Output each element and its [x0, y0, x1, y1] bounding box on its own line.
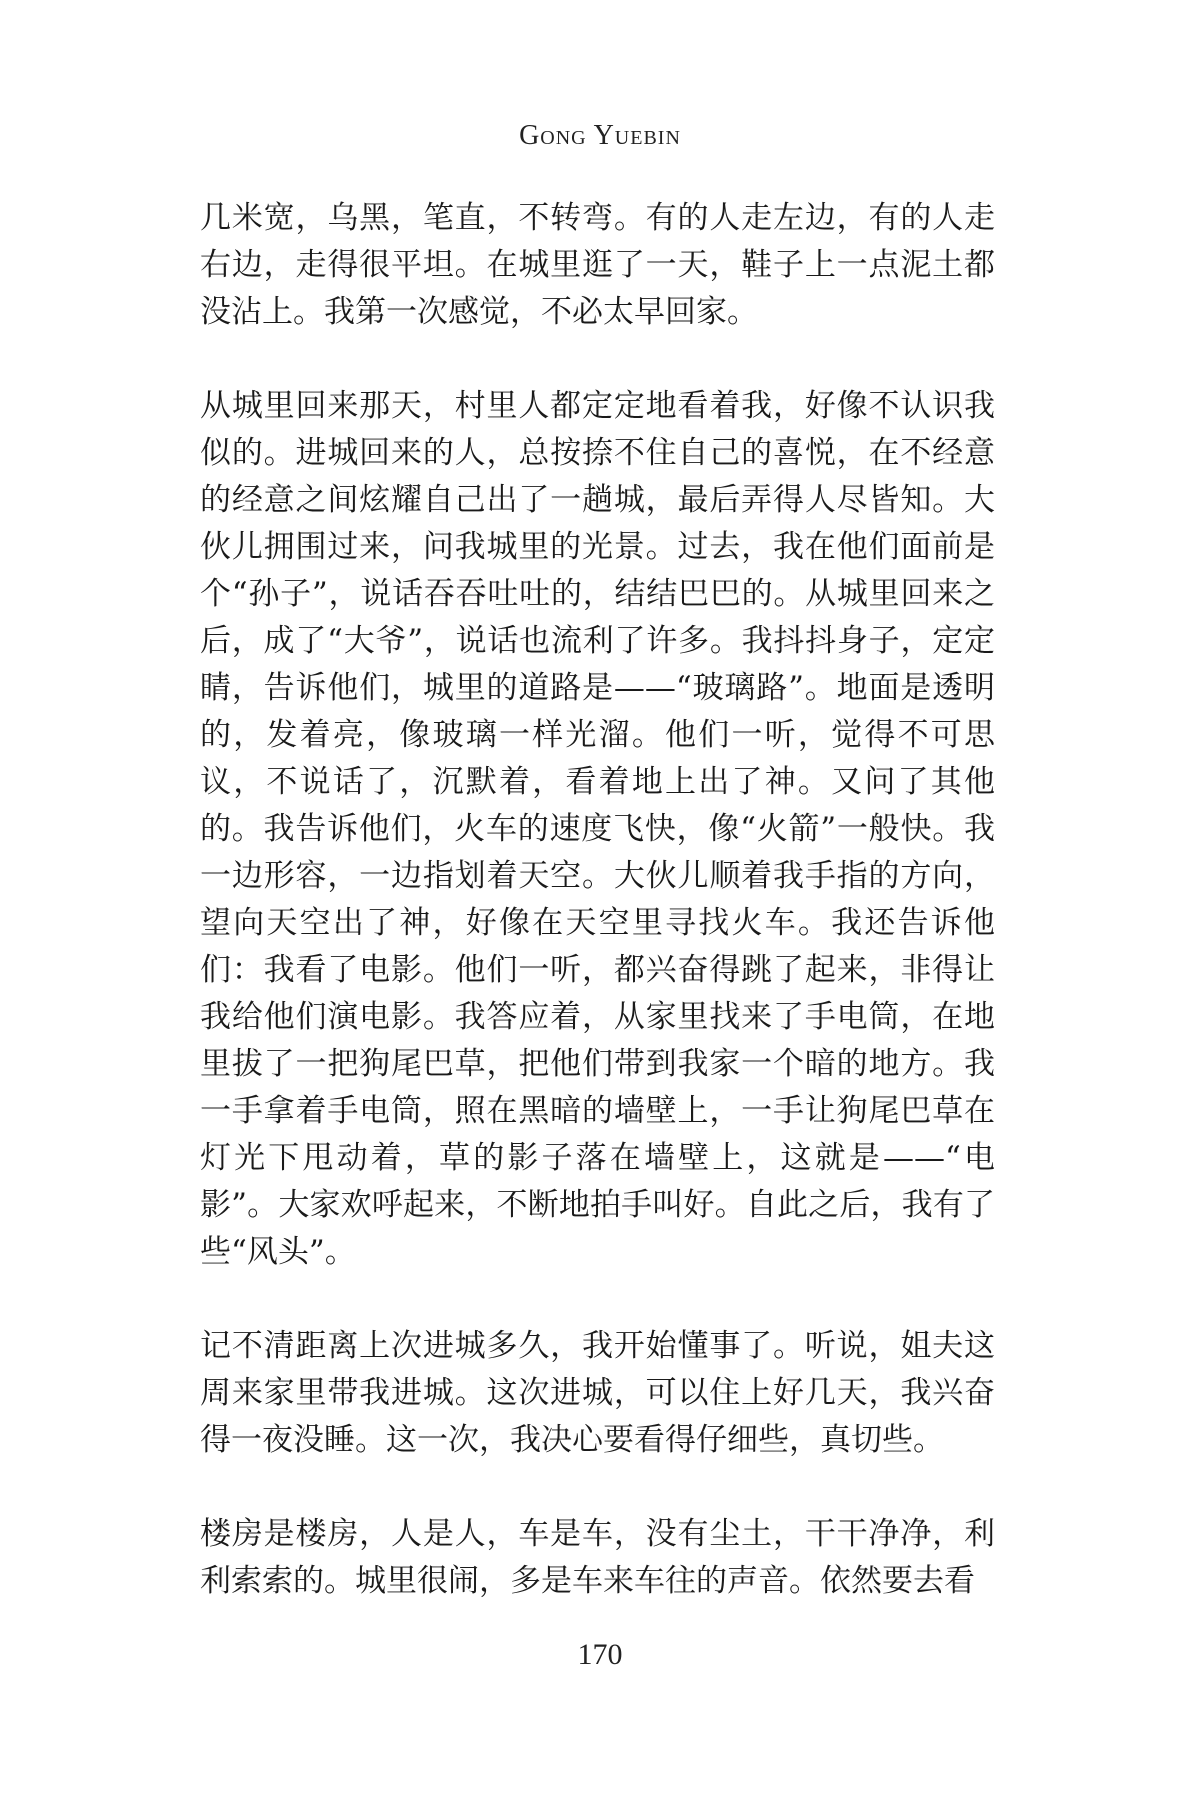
paragraph: 从城里回来那天，村里人都定定地看着我，好像不认识我似的。进城回来的人，总按捺不住自己的喜悦，在不经意的经意之间炫耀自己出了一趟城，最后弄得人尽皆知。大伙儿拥围过来，问我城里的光景。过去，我在他们面前是个“孙子”，说话吞吞吐吐的，结结巴巴的。从城里回来之后，成了“大爷”，说话也流利了许多。我抖抖身子，定定睛，告诉他们，城里的道路是——“玻璃路”。地面是透明的，发着亮，像玻璃一样光溜。他们一听，觉得不可思议，不说话了，沉默着，看着地上出了神。又问了其他的。我告诉他们，火车的速度飞快，像“火箭”一般快。我一边形容，一边指划着天空。大伙儿顺着我手指的方向，望向天空出了神，好像在天空里寻找火车。我还告诉他们：我看了电影。他们一听，都兴奋得跳了起来，非得让我给他们演电影。我答应着，从家里找来了手电筒，在地里拔了一把狗尾巴草，把他们带到我家一个暗的地方。我一手拿着手电筒，照在黑暗的墙壁上，一手让狗尾巴草在灯光下甩动着，草的影子落在墙壁上，这就是——“电影”。大家欢呼起来，不断地拍手叫好。自此之后，我有了些“风头”。 — [200, 388, 995, 1270]
page-number: 170 — [577, 1638, 623, 1671]
running-head: Gong Yuebin — [519, 120, 681, 151]
body-text — [200, 195, 995, 1652]
paragraph: 楼房是楼房，人是人，车是车，没有尘土，干干净净，利利索索的。城里很闹，多是车来车往的声音。依然要去看 — [200, 1516, 995, 1599]
paragraph: 记不清距离上次进城多久，我开始懂事了。听说，姐夫这周来家里带我进城。这次进城，可以住上好几天，我兴奋得一夜没睡。这一次，我决心要看得仔细些，真切些。 — [200, 1328, 995, 1458]
paragraph: 几米宽，乌黑，笔直，不转弯。有的人走左边，有的人走右边，走得很平坦。在城里逛了一天，鞋子上一点泥土都没沾上。我第一次感觉，不必太早回家。 — [200, 200, 995, 330]
